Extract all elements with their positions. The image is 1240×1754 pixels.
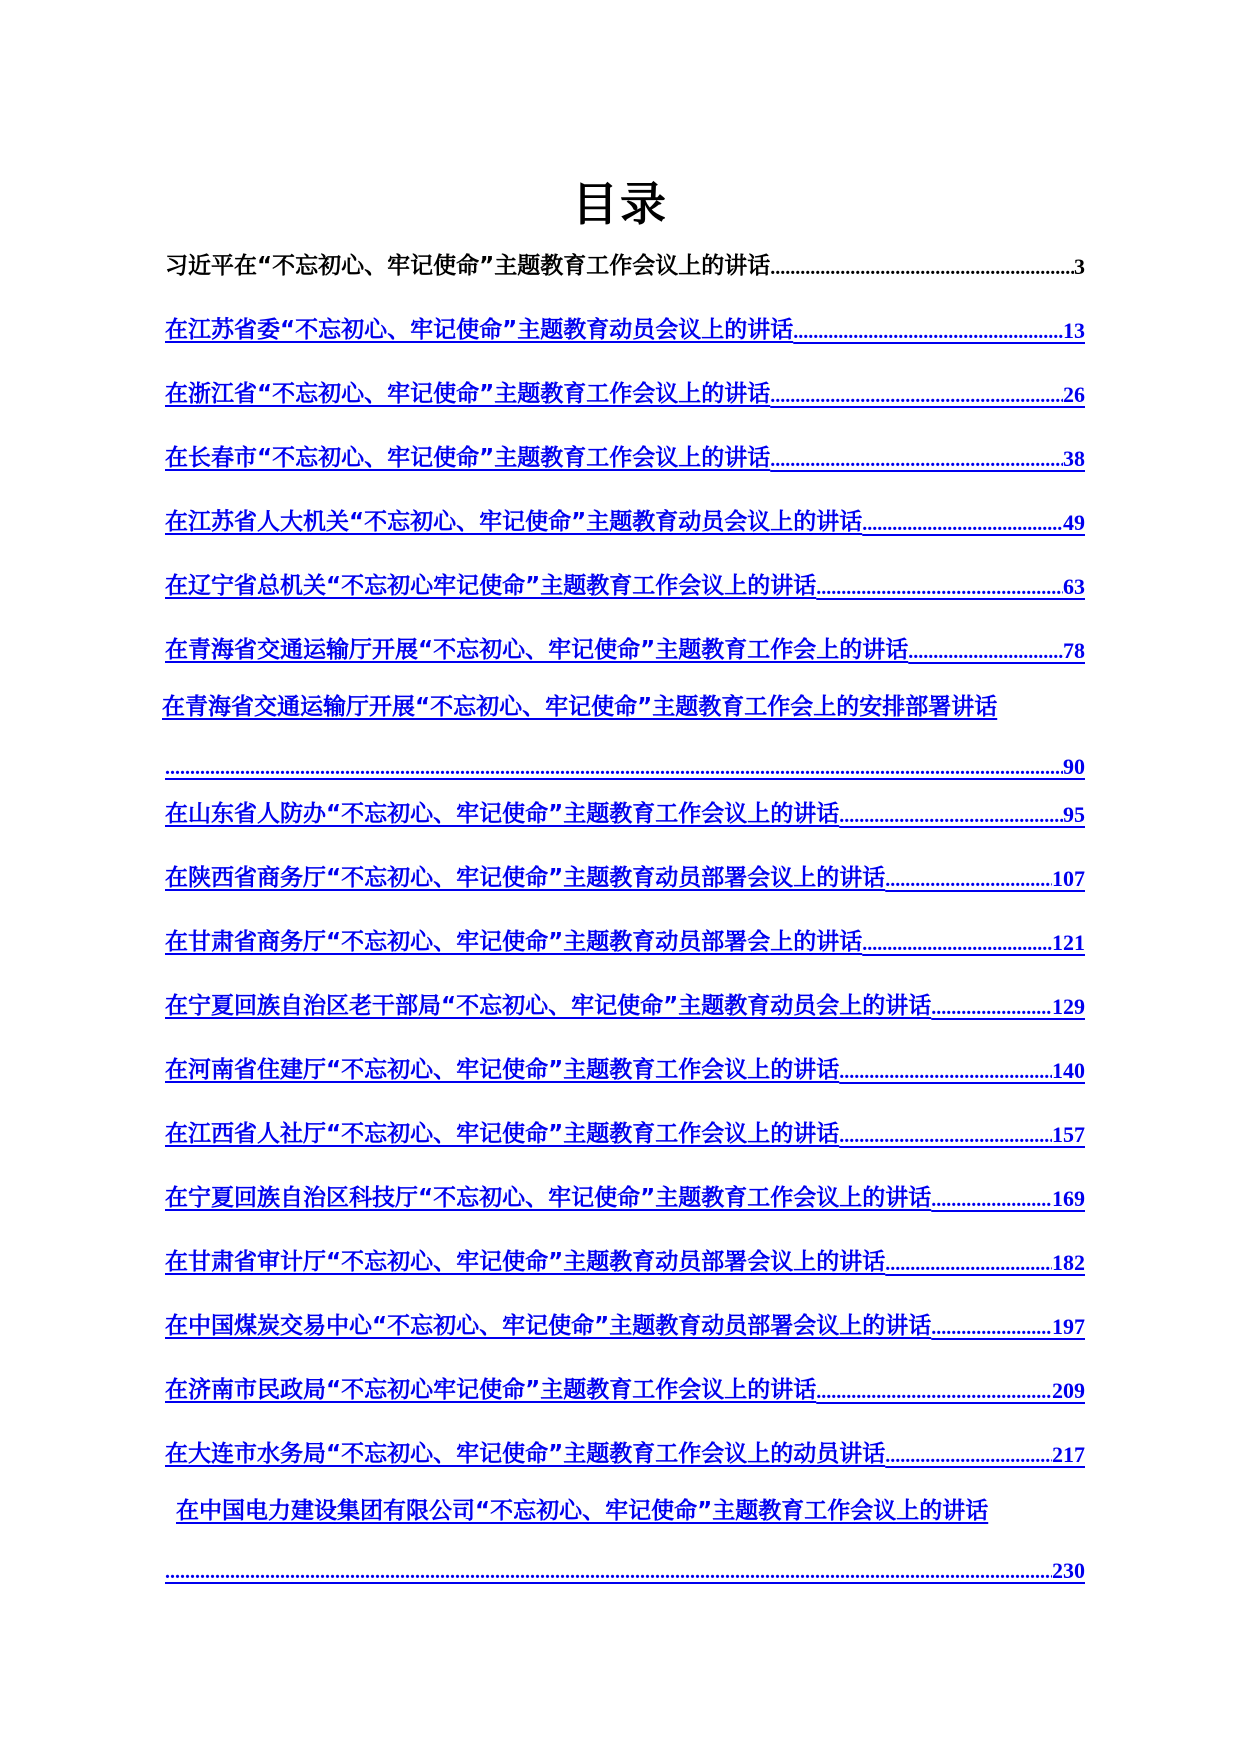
toc-entry-link[interactable]	[165, 1108, 1085, 1148]
toc-entry-link[interactable]	[165, 1428, 1085, 1468]
toc-entry-page: 129	[1052, 994, 1085, 1019]
dot-leader	[770, 257, 1074, 280]
toc-entry-link[interactable]	[165, 496, 1085, 536]
toc-entry-title: 在青海省交通运输厅开展“不忘初心、牢记使命”主题教育工作会上的讲话	[165, 637, 909, 663]
toc-entry-title: 在陕西省商务厅“不忘初心、牢记使命”主题教育动员部署会议上的讲话	[165, 865, 886, 891]
toc-entry-page: 140	[1052, 1058, 1085, 1083]
toc-entry-page: 26	[1063, 382, 1085, 407]
toc-entry-link[interactable]	[165, 1300, 1085, 1340]
dot-leader	[165, 1561, 1052, 1584]
toc-entry-page: 107	[1052, 866, 1085, 891]
toc-entry	[165, 240, 1085, 280]
toc-entry-page: 3	[1074, 254, 1085, 279]
toc-entry-title: 习近平在“不忘初心、牢记使命”主题教育工作会议上的讲话	[165, 253, 771, 279]
dot-leader	[165, 757, 1063, 780]
toc-entry-link[interactable]	[165, 560, 1085, 600]
toc-entry-link[interactable]	[165, 980, 1085, 1020]
toc-entry-page: 49	[1063, 510, 1085, 535]
dot-leader	[885, 1445, 1052, 1468]
toc-entry-title-wrapped[interactable]: 在中国电力建设集团有限公司“不忘初心、牢记使命”主题教育工作会议上的讲话	[176, 1498, 989, 1524]
toc-entry-page: 217	[1052, 1442, 1085, 1467]
toc-entry-link[interactable]	[165, 916, 1085, 956]
toc-entry-link[interactable]	[165, 1044, 1085, 1084]
toc-entry-title: 在中国煤炭交易中心“不忘初心、牢记使命”主题教育动员部署会议上的讲话	[165, 1313, 932, 1339]
toc-entry-title: 在江西省人社厅“不忘初心、牢记使命”主题教育工作会议上的讲话	[165, 1121, 840, 1147]
dot-leader	[931, 997, 1052, 1020]
dot-leader	[839, 1061, 1052, 1084]
toc-entry-title: 在河南省住建厅“不忘初心、牢记使命”主题教育工作会议上的讲话	[165, 1057, 840, 1083]
toc-entry-page: 95	[1063, 802, 1085, 827]
dot-leader	[862, 513, 1063, 536]
dot-leader	[931, 1189, 1052, 1212]
dot-leader	[816, 577, 1063, 600]
toc-entry-link[interactable]	[165, 368, 1085, 408]
toc-entry-page: 230	[1052, 1558, 1085, 1583]
toc-entry-link[interactable]	[165, 1544, 1085, 1584]
toc-entry-page: 13	[1063, 318, 1085, 343]
toc-entry-page: 197	[1052, 1314, 1085, 1339]
toc-entry-page: 63	[1063, 574, 1085, 599]
dot-leader	[931, 1317, 1052, 1340]
dot-leader	[908, 641, 1063, 664]
toc-entry-title: 在甘肃省审计厅“不忘初心、牢记使命”主题教育动员部署会议上的讲话	[165, 1249, 886, 1275]
toc-entry-link[interactable]	[165, 740, 1085, 780]
dot-leader	[862, 933, 1052, 956]
toc-entry-link[interactable]	[165, 788, 1085, 828]
toc-entry-page: 182	[1052, 1250, 1085, 1275]
toc-entry-title: 在宁夏回族自治区科技厅“不忘初心、牢记使命”主题教育工作会议上的讲话	[165, 1185, 932, 1211]
dot-leader	[793, 321, 1063, 344]
toc-entry-page: 90	[1063, 754, 1085, 779]
toc-entry-page: 121	[1052, 930, 1085, 955]
toc-entry-page: 78	[1063, 638, 1085, 663]
toc-entry-title: 在山东省人防办“不忘初心、牢记使命”主题教育工作会议上的讲话	[165, 801, 840, 827]
toc-entry-title: 在辽宁省总机关“不忘初心牢记使命”主题教育工作会议上的讲话	[165, 573, 817, 599]
dot-leader	[839, 805, 1063, 828]
toc-entry-title: 在济南市民政局“不忘初心牢记使命”主题教育工作会议上的讲话	[165, 1377, 817, 1403]
toc-entry-title: 在长春市“不忘初心、牢记使命”主题教育工作会议上的讲话	[165, 445, 771, 471]
toc-entry-link[interactable]	[165, 304, 1085, 344]
toc-entry-link[interactable]	[165, 1172, 1085, 1212]
toc-entry-link[interactable]	[165, 1236, 1085, 1276]
toc-entry-page: 209	[1052, 1378, 1085, 1403]
toc-entry-page: 38	[1063, 446, 1085, 471]
toc-entry-title: 在江苏省委“不忘初心、牢记使命”主题教育动员会议上的讲话	[165, 317, 794, 343]
dot-leader	[816, 1381, 1052, 1404]
toc-title: 目录	[572, 177, 668, 231]
dot-leader	[770, 385, 1063, 408]
dot-leader	[770, 449, 1063, 472]
dot-leader	[839, 1125, 1052, 1148]
dot-leader	[885, 1253, 1052, 1276]
toc-entry-link[interactable]	[165, 624, 1085, 664]
toc-entry-link[interactable]	[165, 1364, 1085, 1404]
toc-entry-page: 169	[1052, 1186, 1085, 1211]
dot-leader	[885, 869, 1052, 892]
toc-entry-link[interactable]	[165, 432, 1085, 472]
toc-entry-title: 在甘肃省商务厅“不忘初心、牢记使命”主题教育动员部署会上的讲话	[165, 929, 863, 955]
toc-entry-page: 157	[1052, 1122, 1085, 1147]
toc-entry-title: 在大连市水务局“不忘初心、牢记使命”主题教育工作会议上的动员讲话	[165, 1441, 886, 1467]
toc-entry-title: 在宁夏回族自治区老干部局“不忘初心、牢记使命”主题教育动员会上的讲话	[165, 993, 932, 1019]
toc-entry-title: 在浙江省“不忘初心、牢记使命”主题教育工作会议上的讲话	[165, 381, 771, 407]
toc-entry-title: 在江苏省人大机关“不忘初心、牢记使命”主题教育动员会议上的讲话	[165, 509, 863, 535]
toc-entry-title-wrapped[interactable]: 在青海省交通运输厅开展“不忘初心、牢记使命”主题教育工作会上的安排部署讲话	[162, 694, 998, 720]
toc-entry-link[interactable]	[165, 852, 1085, 892]
